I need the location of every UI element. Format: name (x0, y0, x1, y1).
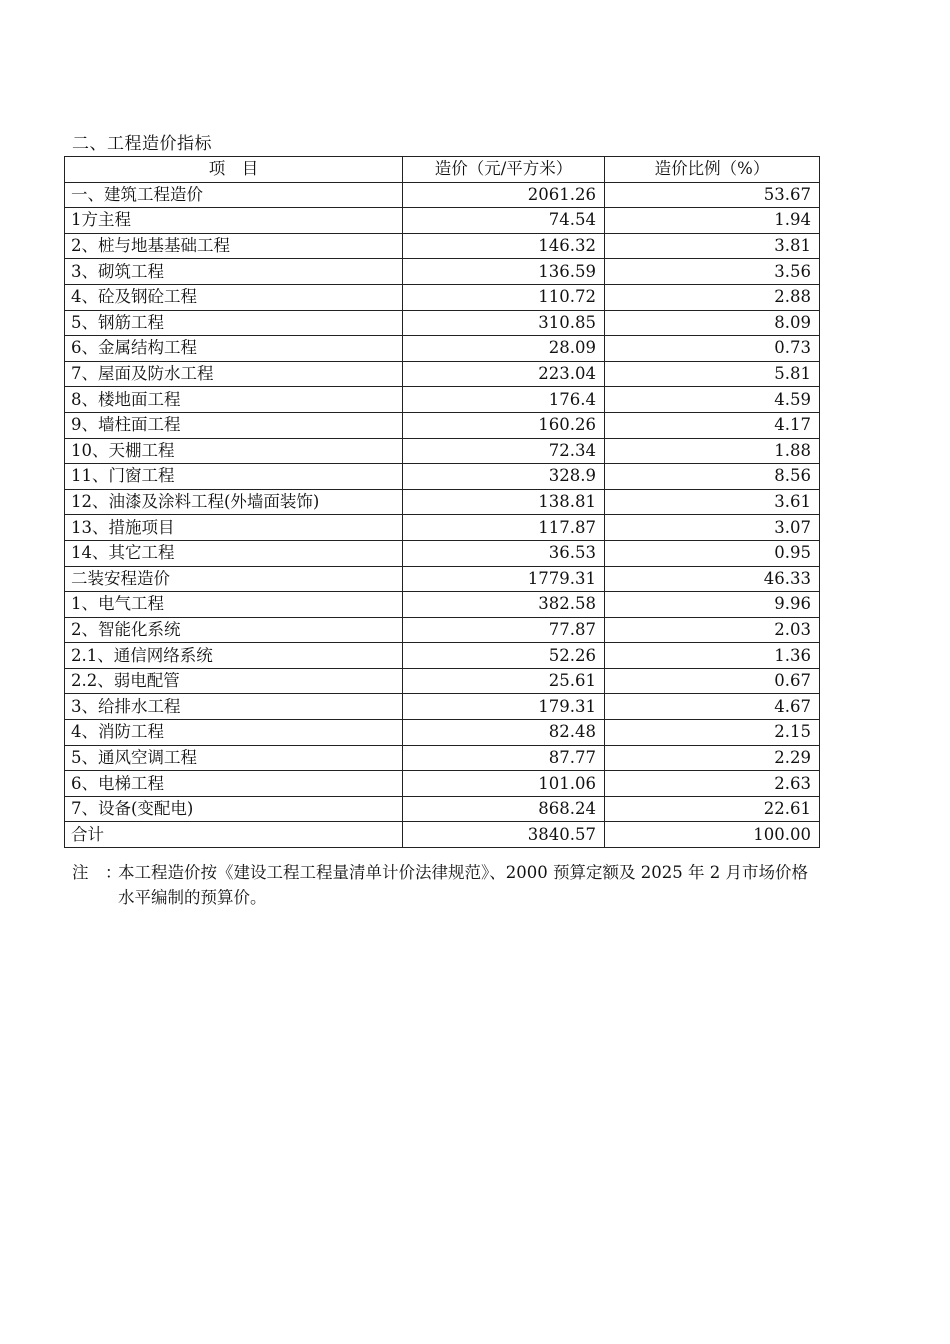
row-cost-cell: 1779.31 (403, 566, 605, 592)
row-cost-cell: 382.58 (403, 592, 605, 618)
row-cost-cell: 87.77 (403, 745, 605, 771)
table-row (65, 259, 820, 285)
row-cost-cell: 72.34 (403, 438, 605, 464)
row-ratio-cell: 1.94 (605, 208, 820, 234)
row-cost-cell: 146.32 (403, 233, 605, 259)
row-ratio-cell: 53.67 (605, 182, 820, 208)
table-row (65, 617, 820, 643)
row-ratio-cell: 5.81 (605, 361, 820, 387)
table-row (65, 515, 820, 541)
table-row (65, 182, 820, 208)
table-row (65, 208, 820, 234)
row-cost-cell: 36.53 (403, 540, 605, 566)
row-cost-cell: 328.9 (403, 464, 605, 490)
table-row (65, 643, 820, 669)
row-cost-cell: 3840.57 (403, 822, 605, 848)
table-row (65, 387, 820, 413)
row-cost-cell: 82.48 (403, 720, 605, 746)
row-item-cell: 4、砼及钢砼工程 (65, 284, 403, 310)
row-ratio-cell: 4.17 (605, 412, 820, 438)
row-item-cell: 3、给排水工程 (65, 694, 403, 720)
table-row (65, 310, 820, 336)
row-cost-cell: 179.31 (403, 694, 605, 720)
row-cost-cell: 868.24 (403, 796, 605, 822)
table-row (65, 233, 820, 259)
table-row (65, 822, 820, 848)
table-row (65, 361, 820, 387)
row-item-cell: 2、桩与地基基础工程 (65, 233, 403, 259)
table-row (65, 720, 820, 746)
table-row (65, 438, 820, 464)
table-row (65, 540, 820, 566)
table-row (65, 284, 820, 310)
row-ratio-cell: 4.59 (605, 387, 820, 413)
row-item-cell: 7、屋面及防水工程 (65, 361, 403, 387)
row-item-cell: 7、设备(变配电) (65, 796, 403, 822)
header-ratio: 造价比例（%） (605, 157, 820, 183)
footnote-label: 注 ： (72, 863, 122, 882)
row-item-cell: 10、天棚工程 (65, 438, 403, 464)
row-ratio-cell: 1.36 (605, 643, 820, 669)
table-row (65, 412, 820, 438)
row-cost-cell: 2061.26 (403, 182, 605, 208)
row-item-cell: 二装安程造价 (65, 566, 403, 592)
row-item-cell: 2.2、弱电配管 (65, 668, 403, 694)
table-row (65, 592, 820, 618)
section-title: 二、工程造价指标 (72, 134, 212, 154)
row-ratio-cell: 22.61 (605, 796, 820, 822)
row-cost-cell: 25.61 (403, 668, 605, 694)
table-header-row (65, 157, 820, 183)
row-ratio-cell: 3.56 (605, 259, 820, 285)
table-row (65, 464, 820, 490)
row-item-cell: 5、钢筋工程 (65, 310, 403, 336)
row-item-cell: 5、通风空调工程 (65, 745, 403, 771)
row-cost-cell: 138.81 (403, 489, 605, 515)
row-item-cell: 12、油漆及涂料工程(外墙面装饰) (65, 489, 403, 515)
table-row (65, 668, 820, 694)
row-cost-cell: 160.26 (403, 412, 605, 438)
row-ratio-cell: 0.67 (605, 668, 820, 694)
row-ratio-cell: 3.07 (605, 515, 820, 541)
table-row (65, 566, 820, 592)
row-cost-cell: 110.72 (403, 284, 605, 310)
row-cost-cell: 101.06 (403, 771, 605, 797)
row-cost-cell: 52.26 (403, 643, 605, 669)
row-cost-cell: 74.54 (403, 208, 605, 234)
row-ratio-cell: 2.29 (605, 745, 820, 771)
row-item-cell: 合计 (65, 822, 403, 848)
row-ratio-cell: 9.96 (605, 592, 820, 618)
row-item-cell: 1、电气工程 (65, 592, 403, 618)
table-body (65, 182, 820, 847)
row-ratio-cell: 46.33 (605, 566, 820, 592)
row-cost-cell: 176.4 (403, 387, 605, 413)
row-ratio-cell: 3.81 (605, 233, 820, 259)
row-ratio-cell: 2.63 (605, 771, 820, 797)
row-ratio-cell: 3.61 (605, 489, 820, 515)
header-cost: 造价（元/平方米） (403, 157, 605, 183)
row-ratio-cell: 8.09 (605, 310, 820, 336)
table-row (65, 489, 820, 515)
row-item-cell: 2.1、通信网络系统 (65, 643, 403, 669)
row-cost-cell: 310.85 (403, 310, 605, 336)
row-cost-cell: 77.87 (403, 617, 605, 643)
table-row (65, 694, 820, 720)
row-ratio-cell: 100.00 (605, 822, 820, 848)
footnote (72, 860, 812, 910)
row-item-cell: 2、智能化系统 (65, 617, 403, 643)
row-item-cell: 8、楼地面工程 (65, 387, 403, 413)
row-cost-cell: 28.09 (403, 336, 605, 362)
row-ratio-cell: 0.95 (605, 540, 820, 566)
row-cost-cell: 223.04 (403, 361, 605, 387)
row-ratio-cell: 8.56 (605, 464, 820, 490)
row-item-cell: 4、消防工程 (65, 720, 403, 746)
row-item-cell: 11、门窗工程 (65, 464, 403, 490)
row-item-cell: 9、墙柱面工程 (65, 412, 403, 438)
table-row (65, 745, 820, 771)
row-item-cell: 6、金属结构工程 (65, 336, 403, 362)
table-row (65, 796, 820, 822)
header-item: 项 目 (65, 157, 403, 183)
row-ratio-cell: 2.03 (605, 617, 820, 643)
row-item-cell: 一、建筑工程造价 (65, 182, 403, 208)
row-ratio-cell: 4.67 (605, 694, 820, 720)
row-ratio-cell: 2.88 (605, 284, 820, 310)
row-ratio-cell: 2.15 (605, 720, 820, 746)
row-item-cell: 6、电梯工程 (65, 771, 403, 797)
row-item-cell: 1方主程 (65, 208, 403, 234)
table-row (65, 771, 820, 797)
row-cost-cell: 117.87 (403, 515, 605, 541)
row-item-cell: 3、砌筑工程 (65, 259, 403, 285)
row-item-cell: 13、措施项目 (65, 515, 403, 541)
cost-index-table (64, 156, 820, 848)
row-ratio-cell: 0.73 (605, 336, 820, 362)
table-row (65, 336, 820, 362)
row-cost-cell: 136.59 (403, 259, 605, 285)
footnote-text: 本工程造价按《建设工程工程量清单计价法律规范》、2000 预算定额及 2025 年 2 月市场价格水平编制的预算价。 (118, 863, 808, 907)
row-ratio-cell: 1.88 (605, 438, 820, 464)
row-item-cell: 14、其它工程 (65, 540, 403, 566)
